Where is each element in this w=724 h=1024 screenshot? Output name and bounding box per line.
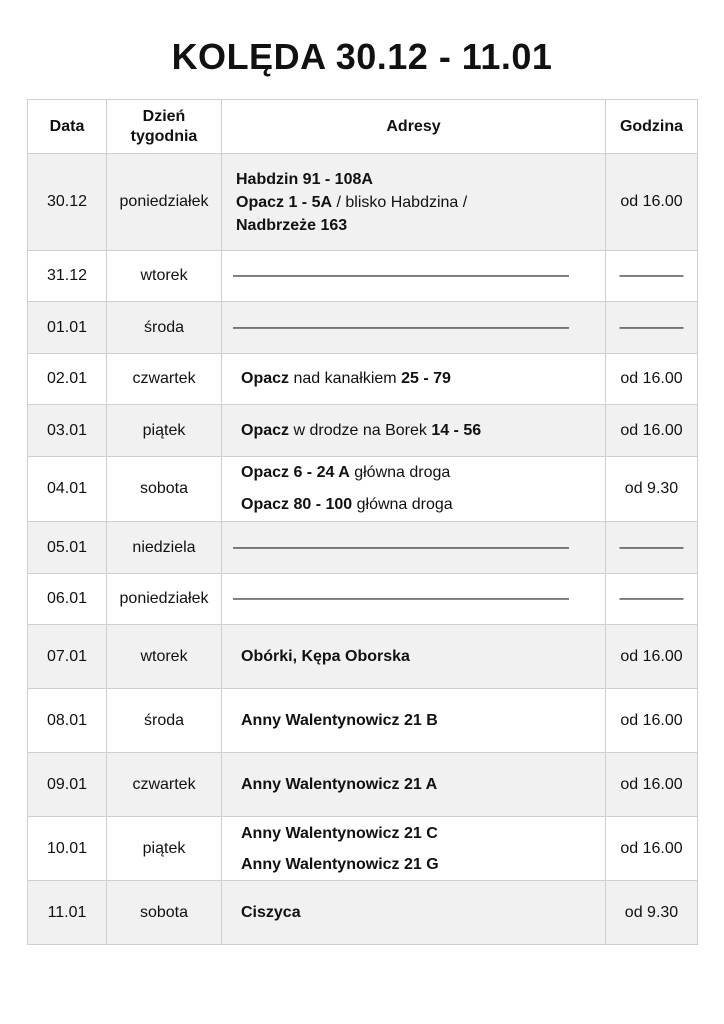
header-date: Data <box>28 100 107 154</box>
hour-cell <box>606 574 698 625</box>
hour-cell <box>606 251 698 302</box>
address-cell <box>222 881 606 945</box>
date-cell: 08.01 <box>28 689 107 753</box>
header-day-line1: Dzień <box>142 107 186 125</box>
address-bold: Opacz 80 - 100 <box>241 496 353 513</box>
address-text: główna droga <box>352 496 453 513</box>
hour-cell: od 16.00 <box>606 753 698 817</box>
address-bold: Obórki, Kępa Oborska <box>241 647 410 665</box>
date-cell: 02.01 <box>28 354 107 405</box>
day-cell: poniedziałek <box>107 154 222 251</box>
date-cell: 31.12 <box>28 251 107 302</box>
day-cell: sobota <box>107 881 222 945</box>
address-bold: 14 - 56 <box>431 421 482 439</box>
date-cell: 11.01 <box>28 881 107 945</box>
day-cell: poniedziałek <box>107 574 222 625</box>
day-cell: niedziela <box>107 522 222 574</box>
hour-cell: od 16.00 <box>606 817 698 881</box>
day-cell: wtorek <box>107 251 222 302</box>
address-text: w drodze na Borek <box>289 421 432 439</box>
dash-placeholder: ———— <box>619 267 684 284</box>
address-cell <box>222 522 606 574</box>
hour-cell: od 16.00 <box>606 625 698 689</box>
table-row <box>28 817 698 881</box>
table-row <box>28 154 698 251</box>
date-cell: 06.01 <box>28 574 107 625</box>
hour-cell: od 16.00 <box>606 689 698 753</box>
address-bold: Opacz 1 - 5A <box>236 193 333 211</box>
address-bold: Opacz <box>241 370 290 387</box>
address-line <box>236 168 605 191</box>
dash-placeholder: ————————————————————— <box>233 538 569 556</box>
dash-placeholder: ————————————————————— <box>233 267 569 284</box>
address-bold: Ciszyca <box>241 903 301 921</box>
dash-placeholder: ———— <box>619 590 684 607</box>
address-cell <box>222 817 606 881</box>
day-cell: środa <box>107 302 222 354</box>
address-bold: 25 - 79 <box>401 370 451 387</box>
date-cell: 30.12 <box>28 154 107 251</box>
day-cell: wtorek <box>107 625 222 689</box>
hour-cell: od 9.30 <box>606 881 698 945</box>
day-cell: piątek <box>107 817 222 881</box>
address-cell <box>222 457 606 522</box>
hour-cell: od 16.00 <box>606 154 698 251</box>
address-bold: Anny Walentynowicz 21 A <box>241 775 438 793</box>
address-bold: Nadbrzeże 163 <box>236 216 348 234</box>
date-cell: 05.01 <box>28 522 107 574</box>
address-line <box>241 457 605 489</box>
address-cell <box>222 251 606 302</box>
address-bold: Anny Walentynowicz 21 C <box>241 824 438 842</box>
date-cell: 04.01 <box>28 457 107 522</box>
table-row <box>28 753 698 817</box>
address-cell <box>222 753 606 817</box>
address-line <box>241 489 605 521</box>
date-cell: 03.01 <box>28 405 107 457</box>
dash-placeholder: ————————————————————— <box>233 318 569 336</box>
address-text: nad kanałkiem <box>289 370 402 387</box>
header-day-line2: tygodnia <box>130 127 198 145</box>
table-row <box>28 881 698 945</box>
address-bold: Anny Walentynowicz 21 G <box>241 855 439 873</box>
day-cell: czwartek <box>107 354 222 405</box>
dash-placeholder: ———— <box>619 318 684 336</box>
address-text: / blisko Habdzina / <box>332 193 468 211</box>
table-row <box>28 354 698 405</box>
day-cell: piątek <box>107 405 222 457</box>
address-line <box>236 191 605 214</box>
address-bold: Opacz <box>241 421 290 439</box>
hour-cell: od 16.00 <box>606 354 698 405</box>
address-cell <box>222 405 606 457</box>
table-row <box>28 689 698 753</box>
address-cell <box>222 154 606 251</box>
page-title: KOLĘDA 30.12 - 11.01 <box>171 36 553 77</box>
address-bold: Opacz 6 - 24 A <box>241 464 350 481</box>
header-day <box>107 100 222 154</box>
table-row <box>28 625 698 689</box>
dash-placeholder: ————————————————————— <box>233 590 569 607</box>
day-cell: czwartek <box>107 753 222 817</box>
dash-placeholder: ———— <box>619 538 684 556</box>
address-cell <box>222 625 606 689</box>
address-cell <box>222 302 606 354</box>
address-line <box>236 214 605 237</box>
table-row <box>28 302 698 354</box>
day-cell: sobota <box>107 457 222 522</box>
date-cell: 09.01 <box>28 753 107 817</box>
address-cell <box>222 574 606 625</box>
day-cell: środa <box>107 689 222 753</box>
address-bold: Habdzin 91 - 108A <box>236 170 373 188</box>
table-row <box>28 405 698 457</box>
table-row <box>28 457 698 522</box>
address-text: główna droga <box>349 464 451 481</box>
header-address: Adresy <box>222 100 606 154</box>
date-cell: 10.01 <box>28 817 107 881</box>
hour-cell <box>606 302 698 354</box>
schedule-table <box>27 99 698 945</box>
table-row <box>28 522 698 574</box>
address-bold: Anny Walentynowicz 21 B <box>241 711 438 729</box>
address-cell <box>222 354 606 405</box>
date-cell: 07.01 <box>28 625 107 689</box>
hour-cell <box>606 522 698 574</box>
header-hour: Godzina <box>606 100 698 154</box>
hour-cell: od 9.30 <box>606 457 698 522</box>
header-row <box>28 100 698 154</box>
date-cell: 01.01 <box>28 302 107 354</box>
table-row <box>28 574 698 625</box>
address-cell <box>222 689 606 753</box>
table-row <box>28 251 698 302</box>
hour-cell: od 16.00 <box>606 405 698 457</box>
